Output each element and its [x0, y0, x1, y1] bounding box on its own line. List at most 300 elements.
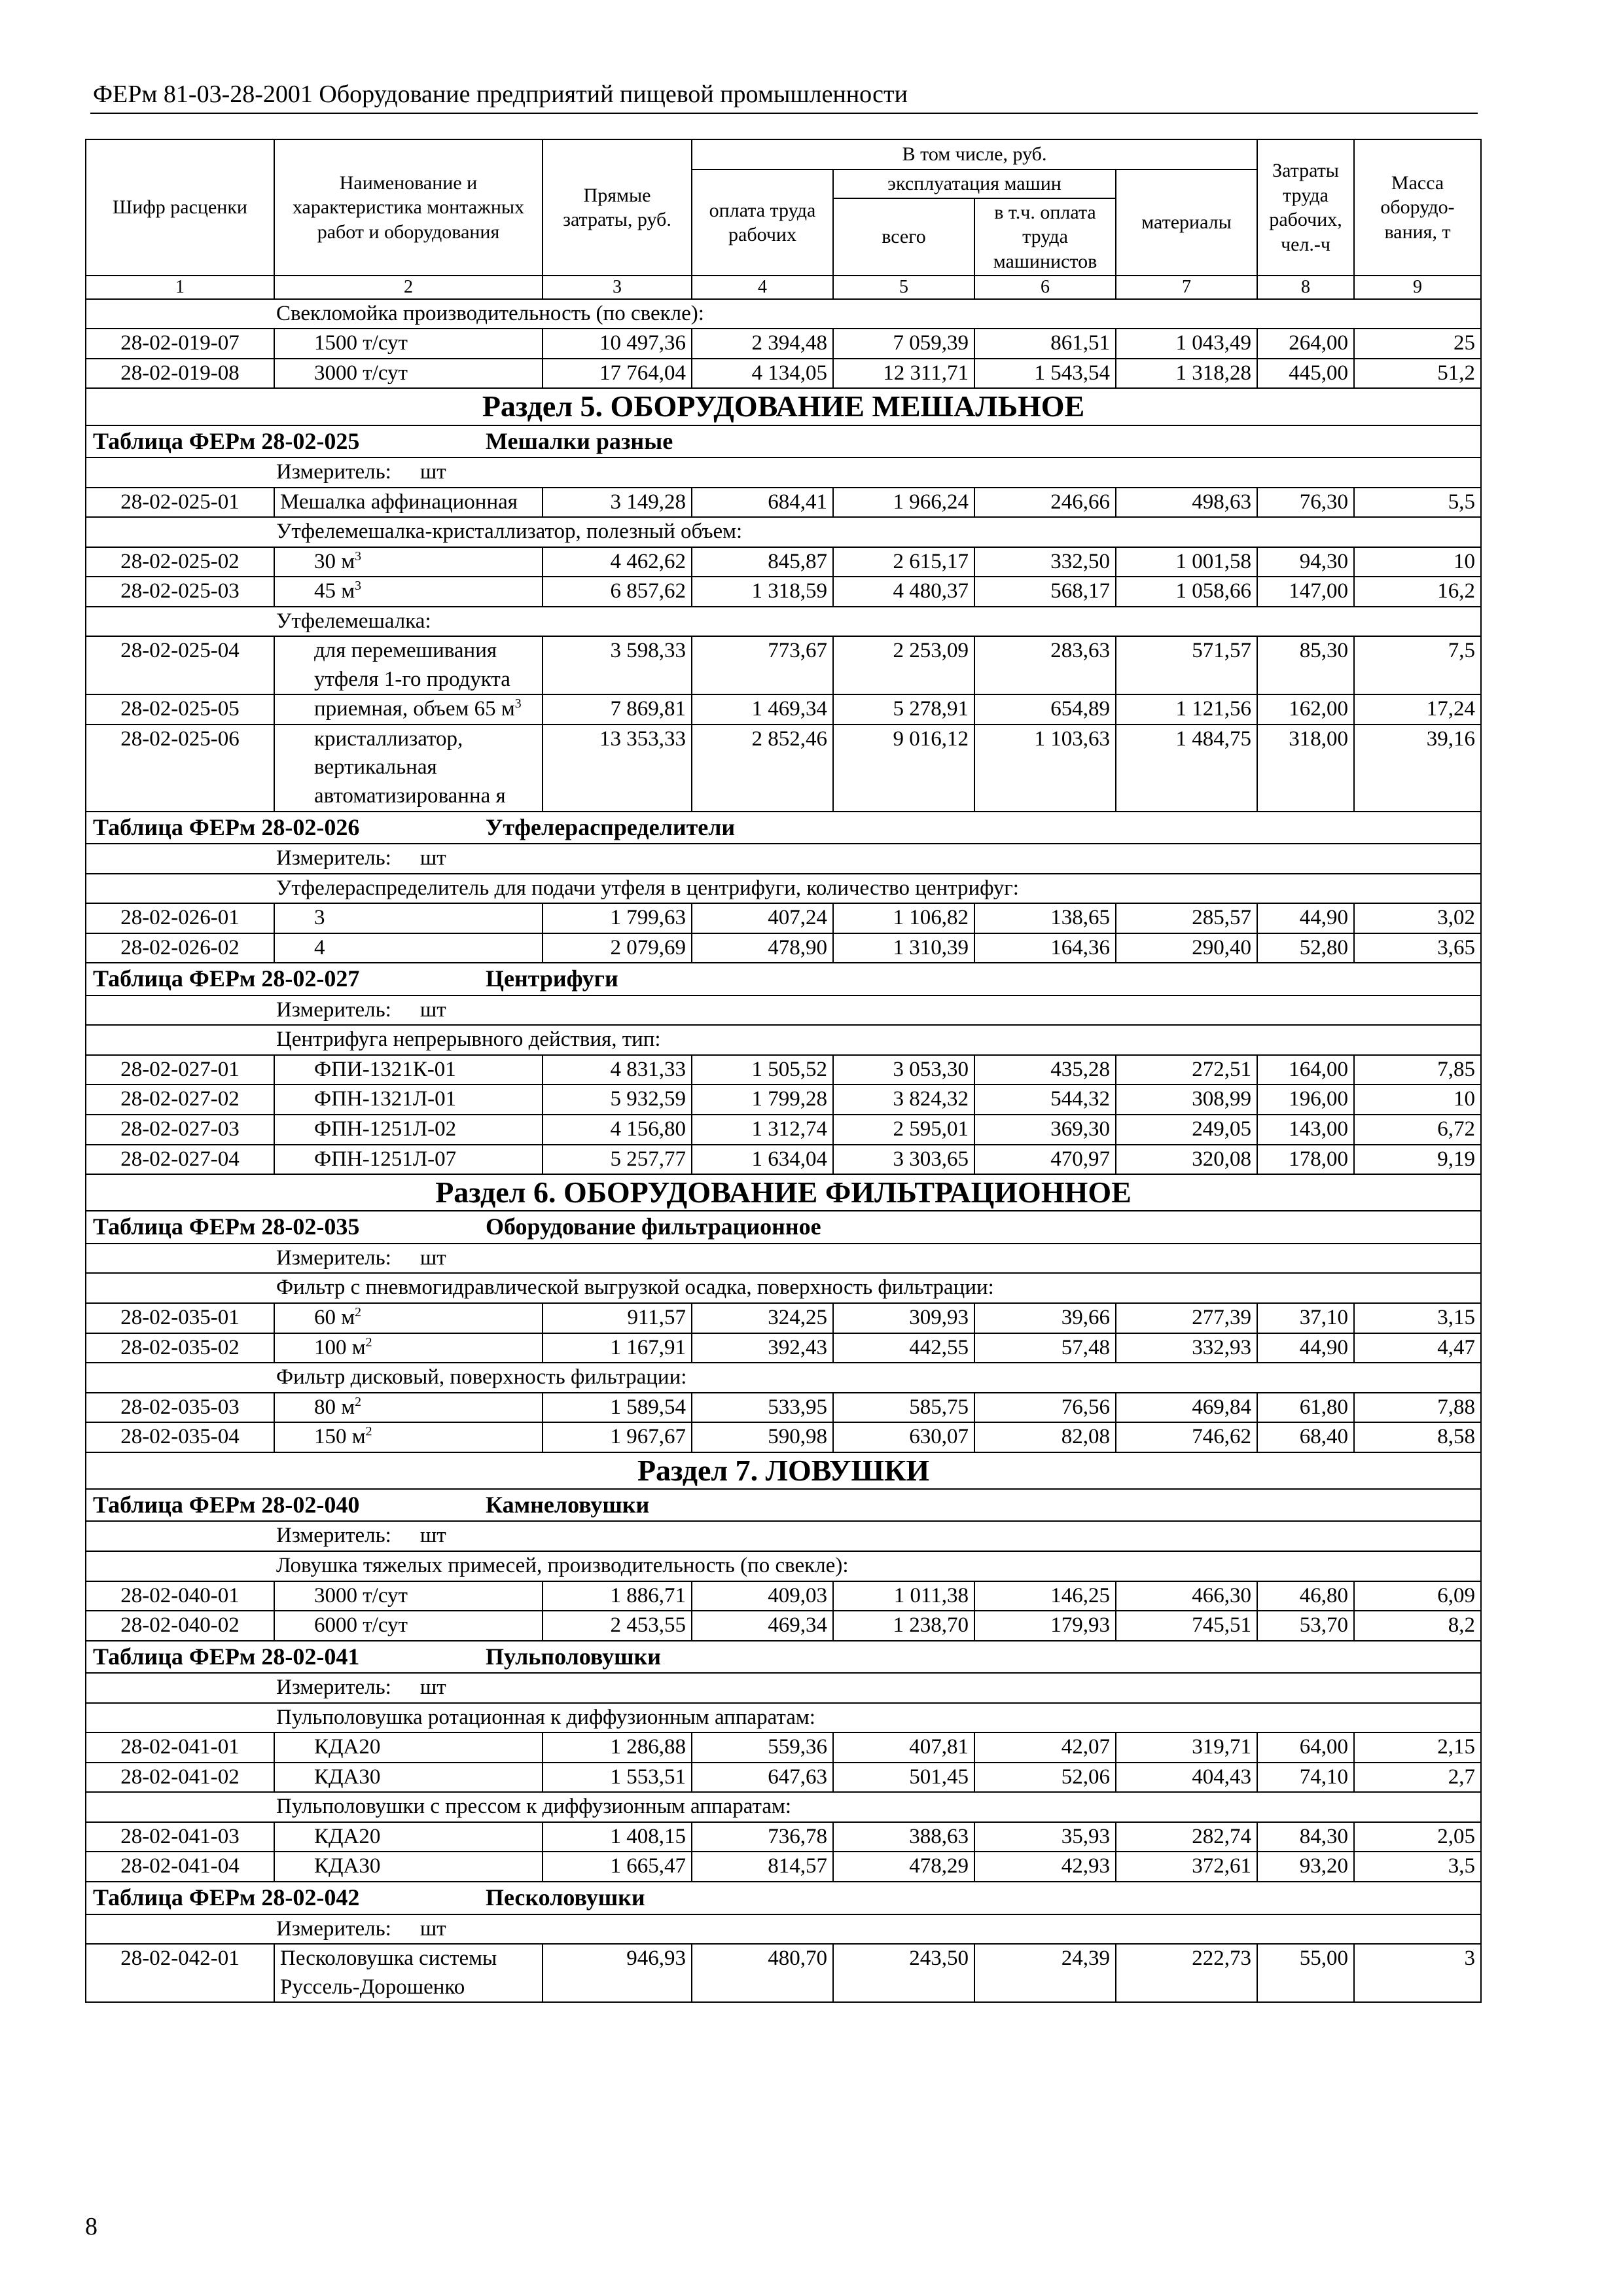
equipment-mass: 51,2 [1354, 359, 1481, 389]
labor-pay: 684,41 [692, 488, 833, 518]
machinist-pay: 435,28 [974, 1055, 1116, 1085]
work-name-text: кристаллизатор, вертикальная автоматизированна я [314, 726, 506, 808]
work-name [274, 1115, 543, 1145]
section-title-row [86, 1174, 1481, 1211]
table-row [86, 329, 1481, 359]
work-name-text: 80 м [314, 1395, 355, 1419]
table-row [86, 694, 1481, 725]
labor-pay: 1 318,59 [692, 577, 833, 607]
group-caption-row [86, 874, 1481, 904]
table-id: Таблица ФЕРм 28-02-040 [93, 1491, 360, 1518]
machinist-pay: 42,07 [974, 1732, 1116, 1763]
section-title-row [86, 1452, 1481, 1489]
work-name-text: 60 м [314, 1305, 355, 1329]
table-row [86, 1115, 1481, 1145]
unit-value: шт [419, 1524, 446, 1548]
equipment-mass: 25 [1354, 329, 1481, 359]
work-name-text: 30 м [314, 549, 355, 573]
labor-hours: 44,90 [1257, 1333, 1354, 1363]
machines-total: 3 303,65 [833, 1145, 974, 1175]
direct-cost: 946,93 [543, 1944, 692, 2002]
machines-total: 442,55 [833, 1333, 974, 1363]
direct-cost: 3 598,33 [543, 636, 692, 694]
labor-pay: 392,43 [692, 1333, 833, 1363]
materials-cost: 319,71 [1116, 1732, 1257, 1763]
direct-cost: 1 886,71 [543, 1581, 692, 1611]
group-caption: Фильтр с пневмогидравлической выгрузкой осадка, поверхность фильтрации: [86, 1273, 1481, 1303]
work-name [274, 725, 543, 812]
equipment-mass: 16,2 [1354, 577, 1481, 607]
direct-cost: 6 857,62 [543, 577, 692, 607]
table-row [86, 1145, 1481, 1175]
rate-code: 28-02-026-02 [86, 933, 274, 963]
unit-cell [86, 1673, 1481, 1703]
group-caption: Центрифуга непрерывного действия, тип: [86, 1025, 1481, 1055]
machinist-pay: 544,32 [974, 1085, 1116, 1115]
equipment-mass: 3,02 [1354, 903, 1481, 933]
machines-total: 585,75 [833, 1393, 974, 1423]
labor-hours: 162,00 [1257, 694, 1354, 725]
table-row [86, 1085, 1481, 1115]
table-row [86, 1763, 1481, 1793]
table-title-row [86, 812, 1481, 844]
unit-row [86, 1244, 1481, 1274]
unit-exponent: 3 [355, 548, 362, 564]
table-row [86, 903, 1481, 933]
labor-hours: 264,00 [1257, 329, 1354, 359]
work-name-text: приемная, объем 65 м [314, 697, 515, 721]
equipment-mass: 7,88 [1354, 1393, 1481, 1423]
table-row [86, 725, 1481, 812]
table-id: Таблица ФЕРм 28-02-026 [93, 814, 360, 840]
work-name [274, 1303, 543, 1333]
group-caption: Фильтр дисковый, поверхность фильтрации: [86, 1363, 1481, 1393]
work-name-text: 3 [314, 906, 325, 930]
table-row [86, 636, 1481, 694]
column-numbers-row [86, 276, 1481, 299]
equipment-mass: 8,2 [1354, 1611, 1481, 1641]
unit-cell [86, 1244, 1481, 1274]
table-id: Таблица ФЕРм 28-02-025 [93, 427, 360, 454]
direct-cost: 2 079,69 [543, 933, 692, 963]
labor-hours: 55,00 [1257, 1944, 1354, 2002]
work-name-text: ФПН-1251Л-07 [314, 1147, 457, 1171]
machinist-pay: 179,93 [974, 1611, 1116, 1641]
direct-cost: 17 764,04 [543, 359, 692, 389]
unit-label: Измеритель: [276, 1676, 391, 1700]
materials-cost: 277,39 [1116, 1303, 1257, 1333]
materials-cost: 332,93 [1116, 1333, 1257, 1363]
machines-total: 501,45 [833, 1763, 974, 1793]
work-name [274, 636, 543, 694]
materials-cost: 222,73 [1116, 1944, 1257, 2002]
col-header-name: Наименование и характеристика монтажных работ и оборудования [274, 139, 543, 276]
direct-cost: 1 286,88 [543, 1732, 692, 1763]
table-title-row [86, 1882, 1481, 1914]
col-number: 7 [1116, 276, 1257, 299]
work-name-text: ФПИ-1321К-01 [314, 1057, 456, 1081]
labor-pay: 469,34 [692, 1611, 833, 1641]
machinist-pay: 1 103,63 [974, 725, 1116, 812]
labor-hours: 196,00 [1257, 1085, 1354, 1115]
materials-cost: 320,08 [1116, 1145, 1257, 1175]
machinist-pay: 654,89 [974, 694, 1116, 725]
machines-total: 1 011,38 [833, 1581, 974, 1611]
work-name-text: 3000 т/сут [314, 361, 408, 385]
labor-hours: 46,80 [1257, 1581, 1354, 1611]
col-number: 1 [86, 276, 274, 299]
rate-code: 28-02-042-01 [86, 1944, 274, 2002]
machinist-pay: 42,93 [974, 1852, 1116, 1882]
rate-code: 28-02-040-02 [86, 1611, 274, 1641]
labor-hours: 52,80 [1257, 933, 1354, 963]
rate-code: 28-02-041-02 [86, 1763, 274, 1793]
materials-cost: 404,43 [1116, 1763, 1257, 1793]
direct-cost: 5 932,59 [543, 1085, 692, 1115]
machines-total: 388,63 [833, 1822, 974, 1852]
labor-pay: 480,70 [692, 1944, 833, 2002]
section-title: Раздел 7. ЛОВУШКИ [86, 1452, 1481, 1489]
direct-cost: 5 257,77 [543, 1145, 692, 1175]
work-name [274, 1422, 543, 1452]
equipment-mass: 8,58 [1354, 1422, 1481, 1452]
equipment-mass: 6,09 [1354, 1581, 1481, 1611]
work-name-text: КДА20 [314, 1824, 381, 1848]
group-caption-row [86, 299, 1481, 329]
work-name [274, 1944, 543, 2002]
equipment-mass: 9,19 [1354, 1145, 1481, 1175]
machinist-pay: 35,93 [974, 1822, 1116, 1852]
table-title [86, 963, 1481, 996]
materials-cost: 466,30 [1116, 1581, 1257, 1611]
unit-exponent: 3 [355, 579, 362, 594]
col-header-direct: Прямые затраты, руб. [543, 139, 692, 276]
labor-hours: 53,70 [1257, 1611, 1354, 1641]
work-name [274, 903, 543, 933]
table-row [86, 577, 1481, 607]
group-caption: Утфелераспределитель для подачи утфеля в центрифуги, количество центрифуг: [86, 874, 1481, 904]
col-header-code: Шифр расценки [86, 139, 274, 276]
direct-cost: 7 869,81 [543, 694, 692, 725]
materials-cost: 469,84 [1116, 1393, 1257, 1423]
unit-exponent: 2 [355, 1394, 362, 1409]
col-number: 9 [1354, 276, 1481, 299]
work-name-text: 1500 т/сут [314, 331, 408, 355]
machinist-pay: 470,97 [974, 1145, 1116, 1175]
col-number: 4 [692, 276, 833, 299]
table-name: Центрифуги [486, 965, 618, 992]
machines-total: 9 016,12 [833, 725, 974, 812]
equipment-mass: 4,47 [1354, 1333, 1481, 1363]
unit-exponent: 2 [365, 1335, 372, 1350]
document-title: ФЕРм 81-03-28-2001 Оборудование предприятий пищевой промышленности [93, 81, 908, 108]
table-title-row [86, 963, 1481, 996]
group-caption-row [86, 1025, 1481, 1055]
work-name-text: для перемешивания утфеля 1-го продукта [314, 639, 510, 691]
unit-label: Измеритель: [276, 460, 391, 484]
machinist-pay: 1 543,54 [974, 359, 1116, 389]
table-row [86, 1581, 1481, 1611]
work-name-text: ФПН-1321Л-01 [314, 1087, 457, 1111]
machines-total: 243,50 [833, 1944, 974, 2002]
labor-pay: 1 505,52 [692, 1055, 833, 1085]
unit-label: Измеритель: [276, 1524, 391, 1548]
table-row [86, 1944, 1481, 2002]
direct-cost: 10 497,36 [543, 329, 692, 359]
group-caption: Свекломойка производительность (по свекле): [86, 299, 1481, 329]
work-name [274, 694, 543, 725]
work-name [274, 1145, 543, 1175]
materials-cost: 1 484,75 [1116, 725, 1257, 812]
unit-exponent: 2 [365, 1424, 372, 1439]
unit-exponent: 3 [514, 696, 522, 711]
group-caption: Ловушка тяжелых примесей, производительность (по свекле): [86, 1551, 1481, 1581]
materials-cost: 1 001,58 [1116, 547, 1257, 577]
machinist-pay: 332,50 [974, 547, 1116, 577]
rate-code: 28-02-041-03 [86, 1822, 274, 1852]
direct-cost: 3 149,28 [543, 488, 692, 518]
materials-cost: 745,51 [1116, 1611, 1257, 1641]
direct-cost: 13 353,33 [543, 725, 692, 812]
group-caption: Утфелемешалка-кристаллизатор, полезный объем: [86, 517, 1481, 547]
materials-cost: 272,51 [1116, 1055, 1257, 1085]
labor-hours: 64,00 [1257, 1732, 1354, 1763]
labor-hours: 76,30 [1257, 488, 1354, 518]
work-name [274, 1581, 543, 1611]
rate-code: 28-02-041-01 [86, 1732, 274, 1763]
work-name [274, 1393, 543, 1423]
col-header-machines: эксплуатация машин [833, 170, 1116, 198]
direct-cost: 2 453,55 [543, 1611, 692, 1641]
table-header [86, 139, 1481, 299]
equipment-mass: 10 [1354, 547, 1481, 577]
labor-pay: 4 134,05 [692, 359, 833, 389]
rate-code: 28-02-035-03 [86, 1393, 274, 1423]
machinist-pay: 283,63 [974, 636, 1116, 694]
table-title [86, 1211, 1481, 1244]
direct-cost: 1 589,54 [543, 1393, 692, 1423]
table-row [86, 933, 1481, 963]
work-name [274, 1763, 543, 1793]
col-number: 8 [1257, 276, 1354, 299]
table-row [86, 547, 1481, 577]
rate-code: 28-02-025-05 [86, 694, 274, 725]
machinist-pay: 861,51 [974, 329, 1116, 359]
machines-total: 407,81 [833, 1732, 974, 1763]
unit-row [86, 1914, 1481, 1945]
work-name [274, 359, 543, 389]
materials-cost: 1 058,66 [1116, 577, 1257, 607]
labor-pay: 736,78 [692, 1822, 833, 1852]
labor-pay: 1 312,74 [692, 1115, 833, 1145]
materials-cost: 746,62 [1116, 1422, 1257, 1452]
work-name-text: КДА20 [314, 1735, 381, 1759]
unit-row [86, 844, 1481, 874]
col-number: 5 [833, 276, 974, 299]
equipment-mass: 17,24 [1354, 694, 1481, 725]
rate-code: 28-02-025-01 [86, 488, 274, 518]
materials-cost: 571,57 [1116, 636, 1257, 694]
direct-cost: 1 665,47 [543, 1852, 692, 1882]
table-row [86, 1422, 1481, 1452]
unit-value: шт [419, 1676, 446, 1700]
group-caption-row [86, 1551, 1481, 1581]
unit-label: Измеритель: [276, 846, 391, 870]
rate-code: 28-02-035-04 [86, 1422, 274, 1452]
table-id: Таблица ФЕРм 28-02-027 [93, 965, 360, 992]
work-name [274, 488, 543, 518]
work-name [274, 577, 543, 607]
unit-label: Измеритель: [276, 1916, 391, 1941]
labor-hours: 318,00 [1257, 725, 1354, 812]
machinist-pay: 39,66 [974, 1303, 1116, 1333]
materials-cost: 1 043,49 [1116, 329, 1257, 359]
table-title-row [86, 1489, 1481, 1522]
table-name: Пульполовушки [486, 1643, 661, 1670]
direct-cost: 4 156,80 [543, 1115, 692, 1145]
work-name-text: 3000 т/сут [314, 1583, 408, 1607]
labor-pay: 407,24 [692, 903, 833, 933]
col-header-including: В том числе, руб. [692, 139, 1257, 170]
materials-cost: 1 121,56 [1116, 694, 1257, 725]
labor-hours: 93,20 [1257, 1852, 1354, 1882]
work-name [274, 1822, 543, 1852]
labor-hours: 68,40 [1257, 1422, 1354, 1452]
labor-pay: 1 634,04 [692, 1145, 833, 1175]
table-id: Таблица ФЕРм 28-02-041 [93, 1643, 360, 1670]
unit-cell [86, 1521, 1481, 1551]
work-name-text: ФПН-1251Л-02 [314, 1117, 457, 1141]
section-title: Раздел 5. ОБОРУДОВАНИЕ МЕШАЛЬНОЕ [86, 388, 1481, 425]
col-header-machines-total: всего [833, 198, 974, 276]
work-name-text: 6000 т/сут [314, 1613, 408, 1638]
labor-pay: 2 394,48 [692, 329, 833, 359]
direct-cost: 1 967,67 [543, 1422, 692, 1452]
machines-total: 478,29 [833, 1852, 974, 1882]
work-name [274, 1732, 543, 1763]
col-header-mass: Масса оборудо-вания, т [1354, 139, 1481, 276]
direct-cost: 4 831,33 [543, 1055, 692, 1085]
unit-value: шт [419, 846, 446, 870]
col-header-machinist-pay: в т.ч. оплата труда машинистов [974, 198, 1116, 276]
col-number: 3 [543, 276, 692, 299]
table-row [86, 488, 1481, 518]
rate-code: 28-02-041-04 [86, 1852, 274, 1882]
rate-code: 28-02-027-01 [86, 1055, 274, 1085]
labor-pay: 559,36 [692, 1732, 833, 1763]
section-title: Раздел 6. ОБОРУДОВАНИЕ ФИЛЬТРАЦИОННОЕ [86, 1174, 1481, 1211]
work-name-text: КДА30 [314, 1765, 381, 1789]
labor-hours: 37,10 [1257, 1303, 1354, 1333]
work-name [274, 1611, 543, 1641]
group-caption-row [86, 517, 1481, 547]
materials-cost: 308,99 [1116, 1085, 1257, 1115]
work-name-text: КДА30 [314, 1854, 381, 1878]
table-title [86, 1489, 1481, 1522]
table-title [86, 425, 1481, 458]
unit-cell [86, 844, 1481, 874]
table-title-row [86, 1211, 1481, 1244]
rate-code: 28-02-027-02 [86, 1085, 274, 1115]
table-row [86, 1732, 1481, 1763]
table-row [86, 1852, 1481, 1882]
equipment-mass: 2,7 [1354, 1763, 1481, 1793]
machinist-pay: 57,48 [974, 1333, 1116, 1363]
work-name [274, 933, 543, 963]
group-caption-row [86, 1792, 1481, 1822]
labor-hours: 445,00 [1257, 359, 1354, 389]
table-row [86, 1822, 1481, 1852]
equipment-mass: 6,72 [1354, 1115, 1481, 1145]
machinist-pay: 24,39 [974, 1944, 1116, 2002]
table-row [86, 1333, 1481, 1363]
machines-total: 309,93 [833, 1303, 974, 1333]
equipment-mass: 3,65 [1354, 933, 1481, 963]
labor-pay: 2 852,46 [692, 725, 833, 812]
materials-cost: 290,40 [1116, 933, 1257, 963]
unit-cell [86, 1914, 1481, 1945]
table-name: Оборудование фильтрационное [486, 1213, 821, 1240]
labor-hours: 61,80 [1257, 1393, 1354, 1423]
col-number: 2 [274, 276, 543, 299]
equipment-mass: 7,85 [1354, 1055, 1481, 1085]
unit-label: Измеритель: [276, 1246, 391, 1270]
work-name [274, 547, 543, 577]
unit-row [86, 996, 1481, 1026]
machines-total: 1 310,39 [833, 933, 974, 963]
rate-code: 28-02-025-02 [86, 547, 274, 577]
group-caption-row [86, 1703, 1481, 1733]
rate-code: 28-02-035-02 [86, 1333, 274, 1363]
materials-cost: 249,05 [1116, 1115, 1257, 1145]
rate-code: 28-02-019-07 [86, 329, 274, 359]
rate-code: 28-02-025-03 [86, 577, 274, 607]
equipment-mass: 10 [1354, 1085, 1481, 1115]
direct-cost: 1 799,63 [543, 903, 692, 933]
labor-hours: 74,10 [1257, 1763, 1354, 1793]
col-header-materials: материалы [1116, 170, 1257, 276]
group-caption-row [86, 1273, 1481, 1303]
table-id: Таблица ФЕРм 28-02-035 [93, 1213, 360, 1240]
rate-code: 28-02-025-06 [86, 725, 274, 812]
unit-cell [86, 996, 1481, 1026]
unit-value: шт [419, 460, 446, 484]
page-number: 8 [85, 2213, 98, 2240]
unit-value: шт [419, 1916, 446, 1941]
materials-cost: 1 318,28 [1116, 359, 1257, 389]
machines-total: 4 480,37 [833, 577, 974, 607]
machines-total: 3 053,30 [833, 1055, 974, 1085]
labor-hours: 94,30 [1257, 547, 1354, 577]
table-id: Таблица ФЕРм 28-02-042 [93, 1884, 360, 1910]
col-number: 6 [974, 276, 1116, 299]
unit-row [86, 1521, 1481, 1551]
machines-total: 630,07 [833, 1422, 974, 1452]
table-title [86, 1882, 1481, 1914]
group-caption: Утфелемешалка: [86, 607, 1481, 637]
materials-cost: 285,57 [1116, 903, 1257, 933]
machines-total: 1 238,70 [833, 1611, 974, 1641]
labor-pay: 533,95 [692, 1393, 833, 1423]
group-caption: Пульполовушка ротационная к диффузионным аппаратам: [86, 1703, 1481, 1733]
work-name-text: Песколовушка системы Руссель-Дорошенко [280, 1946, 497, 1999]
work-name [274, 1852, 543, 1882]
equipment-mass: 7,5 [1354, 636, 1481, 694]
equipment-mass: 5,5 [1354, 488, 1481, 518]
work-name [274, 1055, 543, 1085]
machines-total: 2 595,01 [833, 1115, 974, 1145]
work-name-text: 45 м [314, 579, 355, 603]
